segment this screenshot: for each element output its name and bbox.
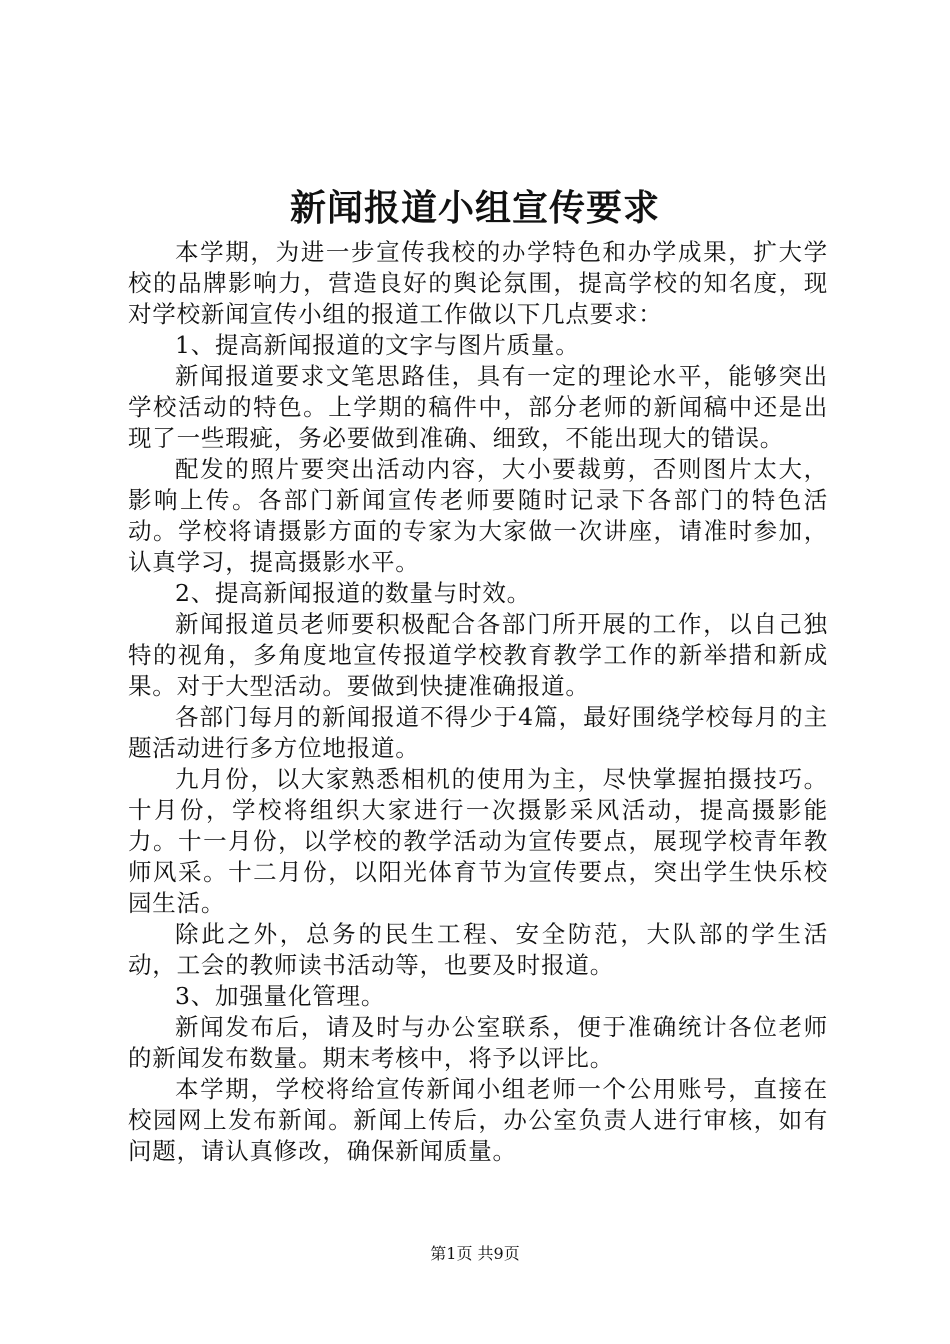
page-footer: 第1页 共9页: [430, 1244, 520, 1263]
paragraph: 本学期，为进一步宣传我校的办学特色和办学成果，扩大学校的品牌影响力，营造良好的舆论氛围，提高学校的知名度，现对学校新闻宣传小组的报道工作做以下几点要求：: [128, 238, 828, 328]
section-heading: 1、提高新闻报道的文字与图片质量。: [175, 331, 580, 359]
paragraph: 九月份，以大家熟悉相机的使用为主，尽快掌握拍摄技巧。十月份，学校将组织大家进行一次摄影采风活动，提高摄影能力。十一月份，以学校的教学活动为宣传要点，展现学校青年教师风采。十二月份，以阳光体育节为宣传要点，突出学生快乐校园生活。: [128, 765, 828, 917]
paragraph: 除此之外，总务的民生工程、安全防范，大队部的学生活动，工会的教师读书活动等，也要及时报道。: [128, 920, 828, 979]
paragraph: 新闻报道员老师要积极配合各部门所开展的工作，以自己独特的视角，多角度地宣传报道学校教育教学工作的新举措和新成果。对于大型活动。要做到快捷准确报道。: [128, 610, 828, 700]
paragraph: 新闻发布后，请及时与办公室联系，便于准确统计各位老师的新闻发布数量。期末考核中，将予以评比。: [128, 1013, 828, 1072]
paragraph: 各部门每月的新闻报道不得少于4篇，最好围绕学校每月的主题活动进行多方位地报道。: [128, 703, 828, 762]
paragraph: 本学期，学校将给宣传新闻小组老师一个公用账号，直接在校园网上发布新闻。新闻上传后，办公室负责人进行审核，如有问题，请认真修改，确保新闻质量。: [128, 1075, 828, 1165]
paragraph: 新闻报道要求文笔思路佳，具有一定的理论水平，能够突出学校活动的特色。上学期的稿件中，部分老师的新闻稿中还是出现了一些瑕疵，务必要做到准确、细致，不能出现大的错误。: [128, 362, 828, 452]
document-body: [128, 237, 828, 1167]
document-title: 新闻报道小组宣传要求: [289, 187, 660, 229]
section-heading: 2、提高新闻报道的数量与时效。: [175, 579, 531, 607]
section-heading: 3、加强量化管理。: [175, 982, 386, 1010]
paragraph: 配发的照片要突出活动内容，大小要裁剪，否则图片太大，影响上传。各部门新闻宣传老师要随时记录下各部门的特色活动。学校将请摄影方面的专家为大家做一次讲座，请准时参加，认真学习，提高摄影水平。: [128, 455, 828, 576]
